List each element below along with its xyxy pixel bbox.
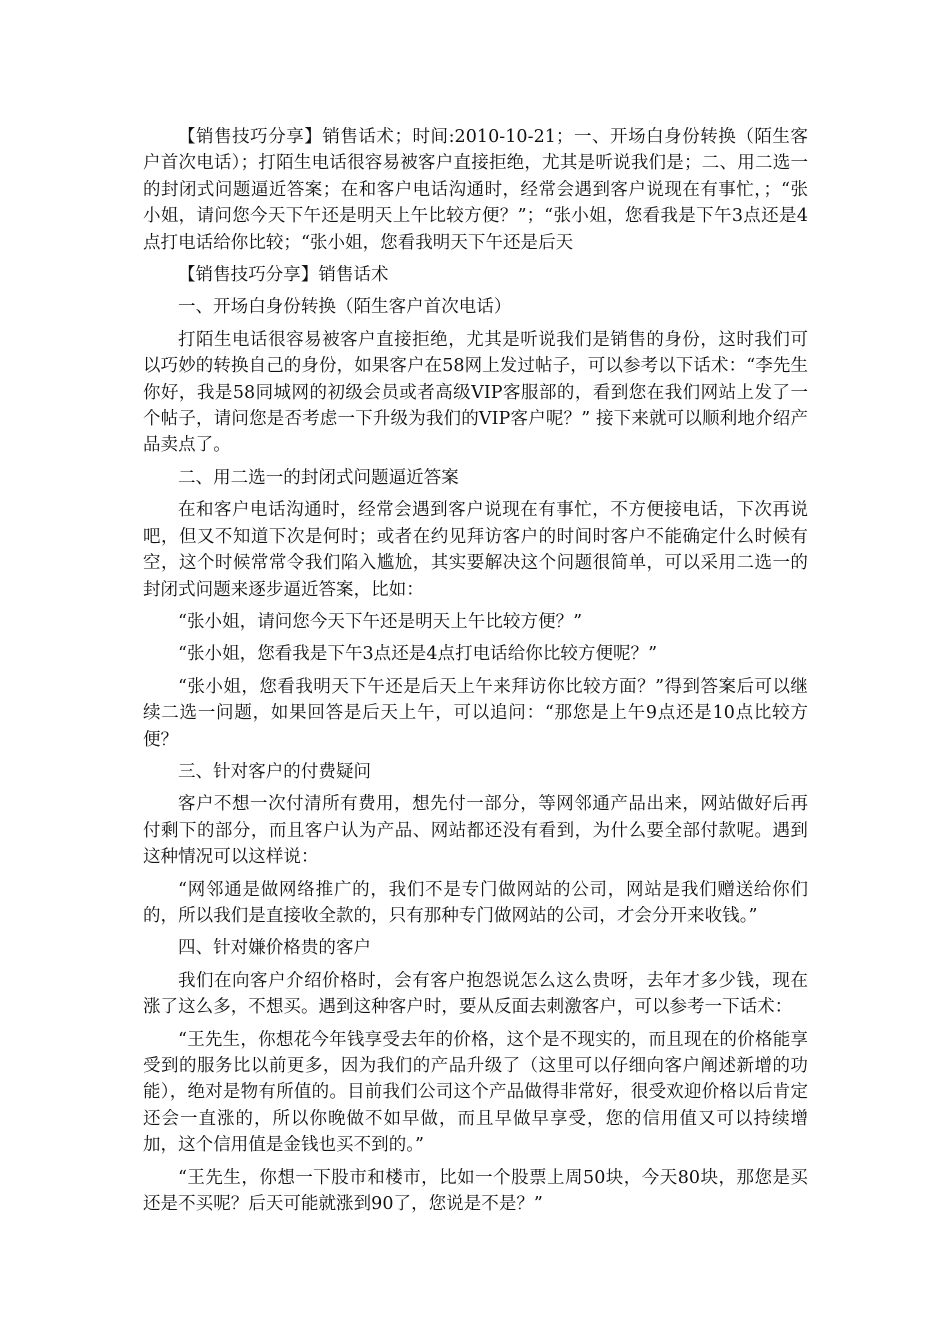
- paragraph: 在和客户电话沟通时，经常会遇到客户说现在有事忙，不方便接电话，下次再说吧，但又不知道下次是何时；或者在约见拜访客户的时间时客户不能确定什么时候有空，这个时候常常令我们陷入尴尬，其实要解决这个问题很简单，可以采用二选一的封闭式问题来逐步逼近答案，比如：: [143, 500, 808, 600]
- paragraph: 打陌生电话很容易被客户直接拒绝，尤其是听说我们是销售的身份，这时我们可以巧妙的转换自己的身份，如果客户在58网上发过帖子，可以参考以下话术：“李先生你好，我是58同城网的初级会员或者高级VIP客服部的，看到您在我们网站上发了一个帖子，请问您是否考虑一下升级为我们的VIP客户呢？” 接下来就可以顺利地介绍产品卖点了。: [143, 329, 808, 456]
- document-title: 【销售技巧分享】销售话术: [178, 265, 389, 286]
- quote-paragraph: “张小姐，您看我明天下午还是后天上午来拜访你比较方面？”得到答案后可以继续二选一问题，如果回答是后天上午，可以追问：“那您是上午9点还是10点比较方便？: [143, 676, 808, 750]
- quote-paragraph: “王先生，你想花今年钱享受去年的价格，这个是不现实的，而且现在的价格能享受到的服务比以前更多，因为我们的产品升级了（这里可以仔细向客户阐述新增的功能），绝对是物有所值的。目前我们公司这个产品做得非常好，很受欢迎价格以后肯定还会一直涨的，所以你晚做不如早做，而且早做早享受，您的信用值又可以持续增加，这个信用值是金钱也买不到的。”: [143, 1029, 808, 1156]
- quote-paragraph: “张小姐，请问您今天下午还是明天上午比较方便？”: [178, 611, 583, 632]
- section-heading: 三、针对客户的付费疑问: [178, 761, 372, 782]
- section-heading: 二、用二选一的封闭式问题逼近答案: [178, 467, 459, 488]
- document-summary: 【销售技巧分享】销售话术；时间:2010-10-21；一、开场白身份转换（陌生客户首次电话）；打陌生电话很容易被客户直接拒绝，尤其是听说我们是；二、用二选一的封闭式问题逼近答案；在和客户电话沟通时，经常会遇到客户说现在有事忙，；“张小姐，请问您今天下午还是明天上午比较方便？”；“张小姐，您看我是下午3点还是4点打电话给你比较；“张小姐，您看我明天下午还是后天: [143, 127, 808, 253]
- document-page: [143, 124, 808, 1217]
- quote-paragraph: “网邻通是做网络推广的，我们不是专门做网站的公司，网站是我们赠送给你们的，所以我们是直接收全款的，只有那种专门做网站的公司，才会分开来收钱。”: [143, 879, 808, 926]
- section-heading: 四、针对嫌价格贵的客户: [178, 938, 372, 959]
- quote-paragraph: “王先生，你想一下股市和楼市，比如一个股票上周50块，今天80块，那您是买还是不买呢？后天可能就涨到90了，您说是不是？”: [143, 1167, 808, 1215]
- paragraph: 我们在向客户介绍价格时，会有客户抱怨说怎么这么贵呀，去年才多少钱，现在涨了这么多，不想买。遇到这种客户时，要从反面去刺激客户，可以参考一下话术：: [143, 970, 808, 1018]
- paragraph: 客户不想一次付清所有费用，想先付一部分，等网邻通产品出来，网站做好后再付剩下的部分，而且客户认为产品、网站都还没有看到，为什么要全部付款呢。遇到这种情况可以这样说：: [143, 794, 808, 868]
- quote-paragraph: “张小姐，您看我是下午3点还是4点打电话给你比较方便呢？”: [178, 644, 658, 665]
- section-heading: 一、开场白身份转换（陌生客户首次电话）: [178, 297, 512, 318]
